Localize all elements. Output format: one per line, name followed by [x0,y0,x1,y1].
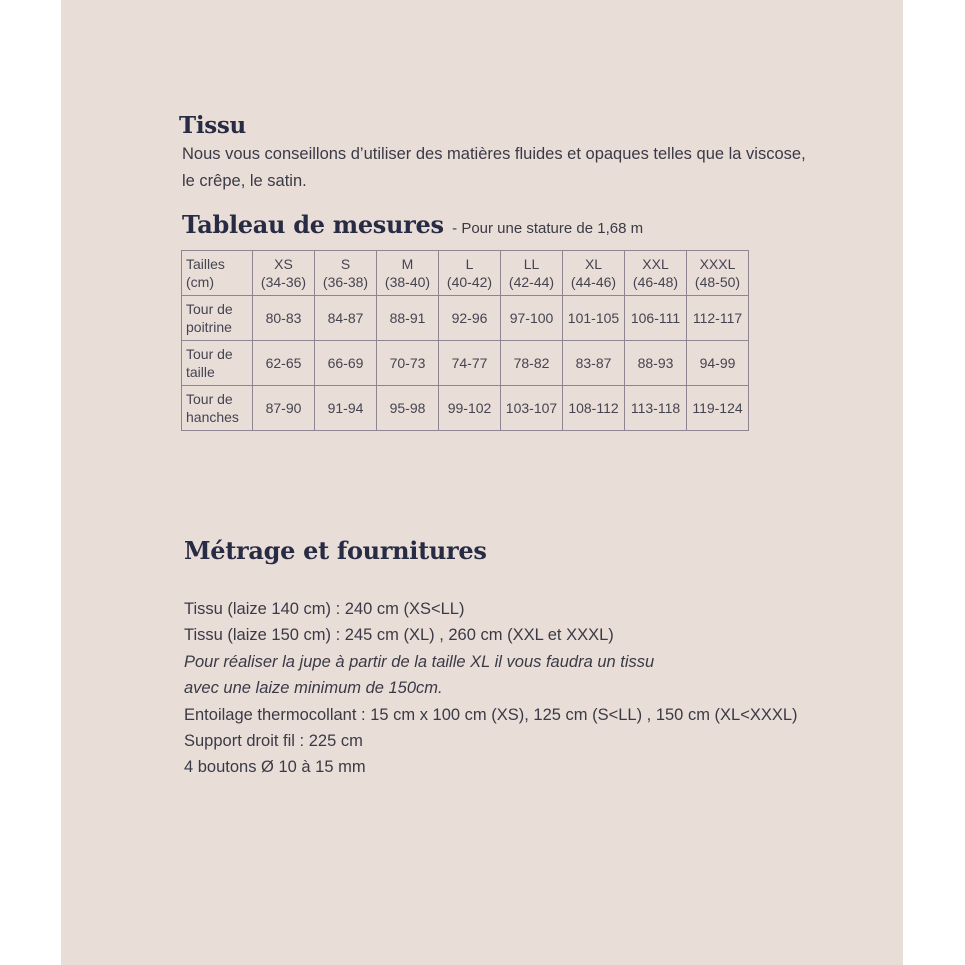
supplies-list [184,596,798,781]
table-cell: 113-118 [625,386,687,431]
header-label-text: (cm) [186,274,214,290]
tableau-title-line [182,210,643,239]
size-range: (36-38) [322,274,369,290]
tableau-subtitle: - Pour une stature de 1,68 m [452,220,644,237]
size-header-cell [687,251,749,296]
header-label-cell [182,251,253,296]
table-cell: 84-87 [315,296,377,341]
table-cell: 87-90 [253,386,315,431]
tissu-heading: Tissu [179,112,246,139]
size-name: XL [584,256,603,272]
table-header-row [182,251,749,296]
table-cell: 106-111 [625,296,687,341]
row-label-text: Tour de [186,346,233,362]
table-cell: 94-99 [687,341,749,386]
size-range: (48-50) [694,274,741,290]
supply-line: Entoilage thermocollant : 15 cm x 100 cm (XS), 125 cm (S<LL) , 150 cm (XL<XXXL) [184,705,798,724]
size-chart-table [181,250,749,431]
table-cell: 97-100 [501,296,563,341]
supply-line: 4 boutons Ø 10 à 15 mm [184,758,366,777]
row-label-cell [182,341,253,386]
size-name: XXL [642,256,669,272]
table-cell: 103-107 [501,386,563,431]
table-cell: 91-94 [315,386,377,431]
table-cell: 88-93 [625,341,687,386]
size-range: (44-46) [570,274,617,290]
size-range: (40-42) [446,274,493,290]
row-label-text: poitrine [186,319,232,335]
size-name: XXXL [699,256,736,272]
table-cell: 88-91 [377,296,439,341]
table-cell: 95-98 [377,386,439,431]
table-cell: 119-124 [687,386,749,431]
table-cell: 83-87 [563,341,625,386]
table-row [182,341,749,386]
row-label-text: hanches [186,409,239,425]
size-header-cell [253,251,315,296]
tissu-description: Nous vous conseillons d’utiliser des matières fluides et opaques telles que la viscose, le crêpe, le satin. [182,145,806,190]
table-cell: 74-77 [439,341,501,386]
size-header-cell [563,251,625,296]
table-cell: 108-112 [563,386,625,431]
tableau-heading: Tableau de mesures [182,210,444,239]
row-label-text: Tour de [186,391,233,407]
header-label-text: Tailles [186,256,225,272]
size-name: XS [274,256,293,272]
supply-line: Tissu (laize 140 cm) : 240 cm (XS<LL) [184,600,465,618]
table-cell: 92-96 [439,296,501,341]
supply-line: Tissu (laize 150 cm) : 245 cm (XL) , 260 cm (XXL et XXXL) [184,626,614,645]
size-header-cell [625,251,687,296]
table-cell: 78-82 [501,341,563,386]
table-cell: 99-102 [439,386,501,431]
size-name: LL [523,256,540,272]
row-label-cell [182,296,253,341]
row-label-cell [182,386,253,431]
size-range: (34-36) [260,274,307,290]
size-header-cell [315,251,377,296]
supply-line: avec une laize minimum de 150cm. [184,679,443,698]
size-name: L [465,256,474,272]
table-row [182,386,749,431]
table-cell: 66-69 [315,341,377,386]
table-cell: 101-105 [563,296,625,341]
table-row [182,296,749,341]
pattern-sheet [61,0,903,965]
supply-line: Pour réaliser la jupe à partir de la taille XL il vous faudra un tissu [184,652,655,671]
row-label-text: taille [186,364,215,380]
size-range: (42-44) [508,274,555,290]
table-cell: 112-117 [687,296,749,341]
size-name: M [401,256,414,272]
size-range: (38-40) [384,274,431,290]
table-cell: 70-73 [377,341,439,386]
size-header-cell [377,251,439,296]
size-header-cell [501,251,563,296]
table-cell: 80-83 [253,296,315,341]
size-name: S [340,256,351,272]
supply-line: Support droit fil : 225 cm [184,732,363,751]
table-cell: 62-65 [253,341,315,386]
size-range: (46-48) [632,274,679,290]
metrage-heading: Métrage et fournitures [184,536,487,565]
size-header-cell [439,251,501,296]
row-label-text: Tour de [186,301,233,317]
